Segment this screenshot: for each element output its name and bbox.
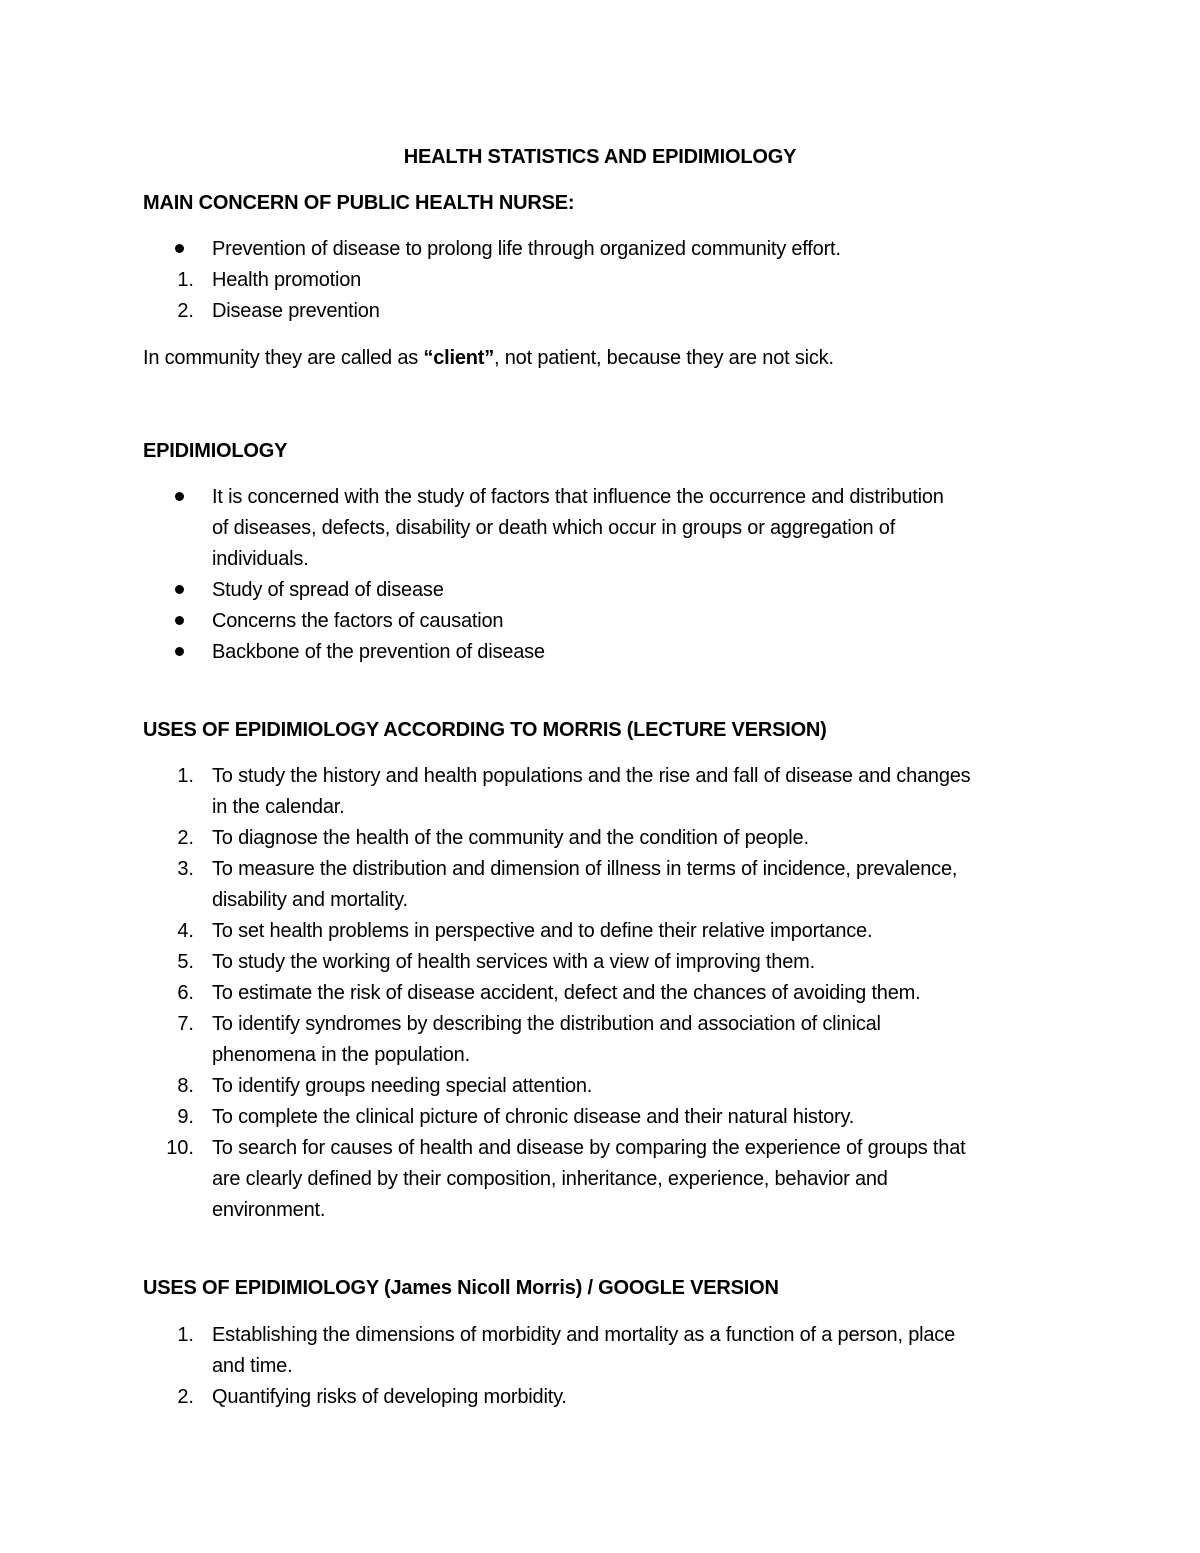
list-item: Concerns the factors of causation bbox=[212, 610, 504, 632]
list-number: 3. bbox=[177, 858, 194, 880]
list-number: 1. bbox=[177, 269, 194, 291]
list-item-line: To set health problems in perspective and to define their relative importance. bbox=[212, 920, 873, 942]
list-item-line: To study the history and health populations and the rise and fall of disease and changes bbox=[212, 765, 971, 787]
bullet-icon bbox=[175, 244, 184, 253]
list-item: Health promotion bbox=[212, 269, 362, 291]
list-number: 10. bbox=[166, 1137, 194, 1159]
bullet-icon bbox=[175, 647, 184, 656]
list-item-line: individuals. bbox=[212, 548, 309, 570]
list-item-line: of diseases, defects, disability or death which occur in groups or aggregation of bbox=[212, 517, 896, 539]
client-note-post: , not patient, because they are not sick. bbox=[494, 347, 834, 369]
list-number: 2. bbox=[177, 1386, 194, 1408]
list-item-line: Establishing the dimensions of morbidity and mortality as a function of a person, place bbox=[212, 1324, 956, 1346]
main-concern-bullet: Prevention of disease to prolong life through organized community effort. bbox=[212, 238, 841, 260]
list-item: Disease prevention bbox=[212, 300, 380, 322]
bullet-icon bbox=[175, 492, 184, 501]
bullet-icon bbox=[175, 585, 184, 594]
list-number: 2. bbox=[177, 827, 194, 849]
list-item-line: It is concerned with the study of factors that influence the occurrence and distribution bbox=[212, 486, 944, 508]
list-number: 5. bbox=[177, 951, 194, 973]
list-item-line: and time. bbox=[212, 1355, 293, 1377]
list-item-line: To study the working of health services with a view of improving them. bbox=[212, 951, 815, 973]
list-item-line: To identify syndromes by describing the distribution and association of clinical bbox=[212, 1013, 881, 1035]
client-note-bold: “client” bbox=[423, 347, 495, 369]
list-item-line: environment. bbox=[212, 1199, 326, 1221]
client-note bbox=[143, 343, 834, 374]
client-note-pre: In community they are called as bbox=[143, 347, 424, 369]
list-item-line: disability and mortality. bbox=[212, 889, 408, 911]
list-number: 1. bbox=[177, 1324, 194, 1346]
list-number: 9. bbox=[177, 1106, 194, 1128]
list-item: Study of spread of disease bbox=[212, 579, 444, 601]
list-item-line: To identify groups needing special attention. bbox=[212, 1075, 593, 1097]
list-number: 4. bbox=[177, 920, 194, 942]
page-title: HEALTH STATISTICS AND EPIDIMIOLOGY bbox=[403, 146, 797, 168]
list-item-line: To search for causes of health and disease by comparing the experience of groups that bbox=[212, 1137, 966, 1159]
list-number: 1. bbox=[177, 765, 194, 787]
list-item-line: To estimate the risk of disease accident, defect and the chances of avoiding them. bbox=[212, 982, 921, 1004]
uses-lecture-heading: USES OF EPIDIMIOLOGY ACCORDING TO MORRIS (LECTURE VERSION) bbox=[143, 719, 827, 741]
list-item-line: in the calendar. bbox=[212, 796, 345, 818]
list-item-line: are clearly defined by their composition, inheritance, experience, behavior and bbox=[212, 1168, 888, 1190]
list-number: 7. bbox=[177, 1013, 194, 1035]
list-item-line: To complete the clinical picture of chronic disease and their natural history. bbox=[212, 1106, 855, 1128]
list-item: Backbone of the prevention of disease bbox=[212, 641, 545, 663]
list-number: 6. bbox=[177, 982, 194, 1004]
list-item-line: To diagnose the health of the community and the condition of people. bbox=[212, 827, 809, 849]
list-item-line: Quantifying risks of developing morbidity. bbox=[212, 1386, 567, 1408]
list-number: 8. bbox=[177, 1075, 194, 1097]
bullet-icon bbox=[175, 616, 184, 625]
list-item-line: phenomena in the population. bbox=[212, 1044, 470, 1066]
main-concern-heading: MAIN CONCERN OF PUBLIC HEALTH NURSE: bbox=[143, 192, 575, 214]
uses-google-heading: USES OF EPIDIMIOLOGY (James Nicoll Morris) / GOOGLE VERSION bbox=[143, 1277, 779, 1299]
list-item-line: To measure the distribution and dimension of illness in terms of incidence, prevalence, bbox=[212, 858, 958, 880]
epidimiology-heading: EPIDIMIOLOGY bbox=[143, 440, 288, 462]
list-number: 2. bbox=[177, 300, 194, 322]
